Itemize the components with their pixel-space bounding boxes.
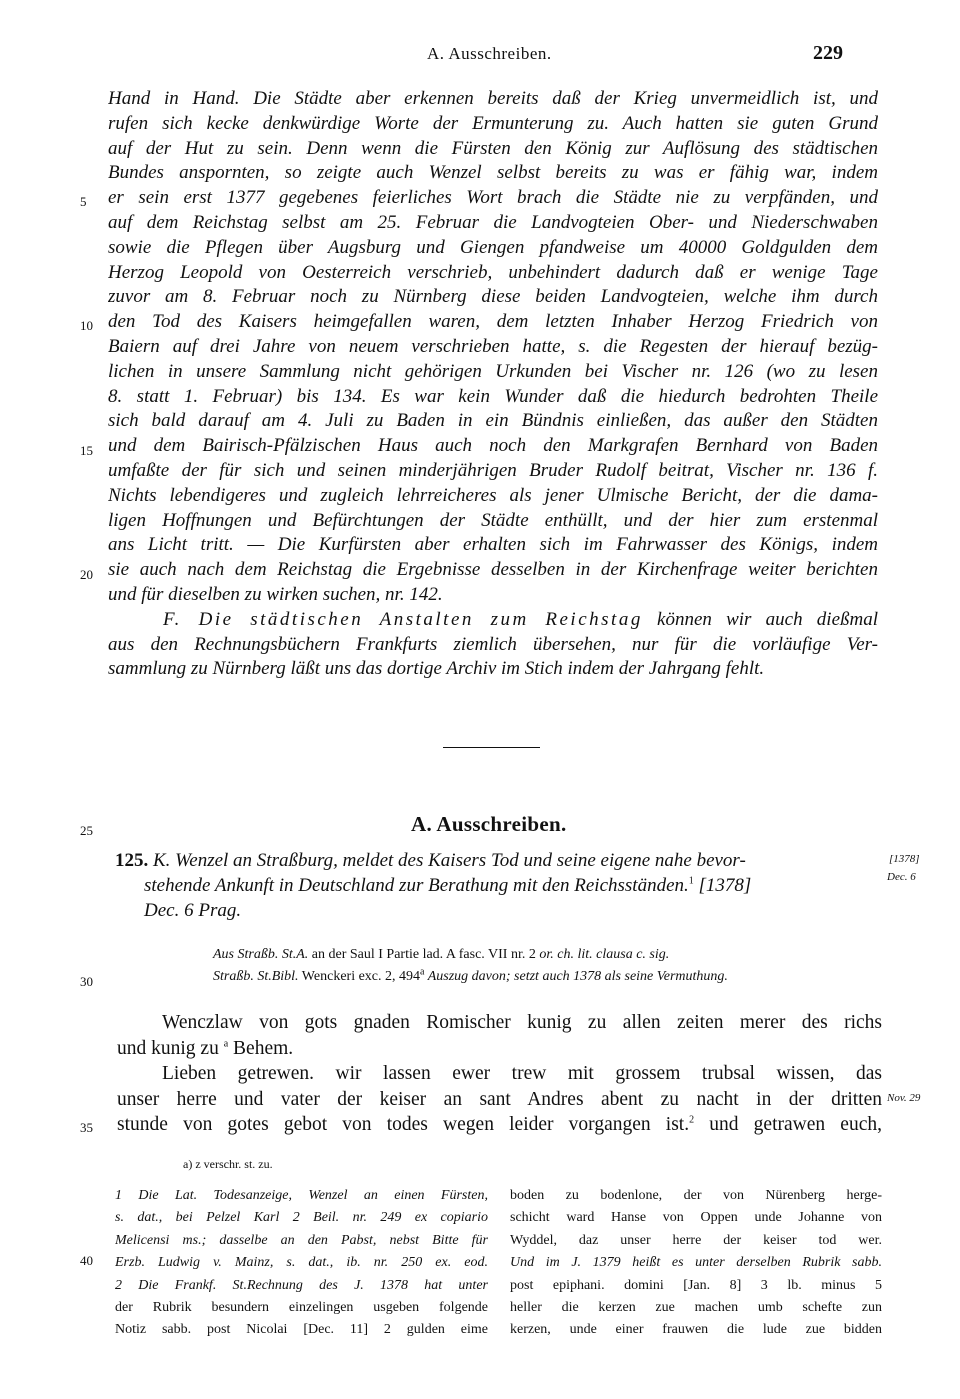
charter-line: Lieben getrewen. wir lassen ewer trew mit grossem trubsal wissen, das xyxy=(162,1063,882,1084)
footnote-line: kerzen, unde einer frauwen die lude zue bidden xyxy=(510,1322,882,1338)
source-detail: an der Saul I Partie lad. A fasc. VII nr. 2 xyxy=(308,947,540,962)
line-number: 20 xyxy=(80,567,93,582)
document-entry xyxy=(115,848,880,923)
source-description: or. ch. lit. clausa c. sig. xyxy=(539,947,670,962)
footnote-line: Melicensi ms.; dasselbe an den Pabst, nebst Bitte für xyxy=(115,1232,488,1248)
intro-line: lichen in unsere Sammlung nicht gehörigen Urkunden bei Vischer nr. 126 (wo zu lesen xyxy=(108,360,878,382)
charter-line: Wenczlaw von gots gnaden Romischer kunig zu allen zeiten merer des richs xyxy=(162,1012,882,1033)
entry-year: [1378] xyxy=(693,875,752,896)
footnote-line: Wyddel, daz unser herre der keiser tod wer. xyxy=(510,1232,882,1248)
charter-text-part: und kunig zu xyxy=(117,1037,224,1059)
intro-line: Bundes anspornten, so zeigte auch Wenzel selbst bereits zu was er fähig war, indem xyxy=(108,162,878,184)
intro-line: auf dem Reichstag selbst am 25. Februar die Landvogteien Ober- und Niederschwaben xyxy=(108,211,878,233)
entry-date-place: Dec. 6 Prag. xyxy=(144,900,242,921)
footnote-line: Und im J. 1379 heißt es unter derselben Rubrik sabb. xyxy=(510,1255,882,1271)
line-number: 35 xyxy=(80,1120,93,1135)
footnote-line: 1 Die Lat. Todesanzeige, Wenzel an einen Fürsten, xyxy=(115,1188,488,1203)
intro-line: umfaßte der für sich und seinen minderjährigen Bruder Rudolf beitrat, Vischer nr. 136 f. xyxy=(108,459,878,481)
footnotes-right-column xyxy=(510,1185,882,1342)
line-number: 30 xyxy=(80,974,93,989)
intro-line: Nichts lebendigeres und zugleich lehrreicheres als jener Ulmische Bericht, der die dama- xyxy=(108,484,878,506)
line-number: 10 xyxy=(80,318,93,333)
entry-line xyxy=(115,873,880,898)
paragraph-f-line: aus den Rechnungsbüchern Frankfurts ziemlich übersehen, nur für die vorläufige Ver- xyxy=(108,633,878,655)
intro-line: sie auch nach dem Reichstag die Ergebnisse desselben in der Kirchenfrage weiter berichten xyxy=(108,559,878,581)
page-number: 229 xyxy=(813,42,843,64)
section-heading: A. Ausschreiben. xyxy=(411,812,567,836)
footnotes-left-column xyxy=(115,1185,488,1342)
paragraph-f-first-line xyxy=(108,608,878,633)
entry-line xyxy=(115,848,880,873)
intro-line: zuvor am 8. Februar noch zu Nürnberg diese beiden Landvogteien, welche ihm durch xyxy=(108,286,878,308)
charter-text-part: stunde von gotes gebot von todes wegen leider vorgangen ist. xyxy=(117,1114,690,1135)
footnote-ref: a xyxy=(223,1038,229,1049)
line-number: 15 xyxy=(80,443,93,458)
source-archive: Straßb. St.Bibl. xyxy=(213,969,299,984)
intro-line: Baiern auf drei Jahre von neuem verschrieben hatte, s. die Regesten der hierauf bezüg- xyxy=(108,335,878,357)
intro-line: er sein erst 1377 gegebenes feierliches Wort brach die Städte nie zu verpfänden, und xyxy=(108,187,878,209)
footnote-line: schicht ward Hanse von Oppen unde Johanne von xyxy=(510,1210,882,1226)
footnote-line: Erzb. Ludwig v. Mainz, s. dat., ib. nr. 250 ex. eod. xyxy=(115,1255,488,1271)
intro-line: und dem Bairisch-Pfälzischen Haus auch noch den Markgrafen Bernhard von Baden xyxy=(108,435,878,457)
intro-line: und für dieselben zu wirken suchen, nr. 142. xyxy=(108,583,443,605)
charter-line: unser herre und vater der keiser an sant Andres abent zu nacht in der dritten xyxy=(117,1088,882,1110)
charter-margin-date: Nov. 29 xyxy=(887,1092,921,1104)
intro-line: 8. statt 1. Februar) bis 134. Es war kein Wunder daß die hiedurch bedrohten Theile xyxy=(108,385,878,407)
paragraph-f-rest: können wir auch dießmal xyxy=(642,608,878,630)
intro-line: Herzog Leopold von Oesterreich verschrieb, unbehindert dadurch daß er wenige Tage xyxy=(108,261,878,283)
charter-text xyxy=(117,1010,882,1138)
textual-note: a) z verschr. st. zu. xyxy=(183,1157,273,1171)
charter-text-part: Behem. xyxy=(228,1037,294,1059)
intro-line: ans Licht tritt. — Die Kurfürsten aber erhalten sich im Fahrwasser des Königs, indem xyxy=(108,534,878,556)
margin-date: Dec. 6 xyxy=(887,871,916,883)
intro-line: rufen sich kecke denkwürdige Worte der Ermunterung zu. Auch hatten sie guten Grund xyxy=(108,112,878,134)
footnote-ref: a xyxy=(420,966,425,978)
source-line xyxy=(213,944,728,966)
entry-title-line: stehende Ankunft in Deutschland zur Berathung mit den Reichsständen. xyxy=(144,875,689,896)
line-number: 5 xyxy=(80,194,87,209)
line-number: 25 xyxy=(80,823,93,838)
line-number: 40 xyxy=(80,1253,93,1268)
source-archive: Aus Straßb. St.A. xyxy=(213,947,309,962)
paragraph-f-line: sammlung zu Nürnberg läßt uns das dortige Archiv im Stich indem der Jahrgang fehlt. xyxy=(108,658,765,680)
source-notes xyxy=(213,944,728,988)
paragraph-f-spaced: F. Die städtischen Anstalten zum Reichstag xyxy=(163,608,643,630)
footnote-line: post epiphani. domini [Jan. 8] 3 lb. minus 5 xyxy=(510,1277,882,1293)
intro-line: sowie die Pflegen über Augsburg und Giengen pfandweise um 40000 Goldgulden dem xyxy=(108,236,878,258)
footnote-ref: 1 xyxy=(688,875,694,887)
source-line xyxy=(213,966,728,988)
margin-year: [1378] xyxy=(889,853,920,865)
entry-number: 125. xyxy=(115,850,149,871)
footnote-line: 2 Die Frankf. St.Rechnung des J. 1378 hat unter xyxy=(115,1277,488,1293)
charter-line xyxy=(117,1112,882,1138)
running-title: A. Ausschreiben. xyxy=(427,44,552,63)
intro-line: den Tod des Kaisers heimgefallen waren, dem letzten Inhaber Herzog Friedrich von xyxy=(108,311,878,333)
footnote-line: der Rubrik besundern einzelingen usgeben folgende xyxy=(115,1300,488,1316)
footnote-line: heller die kerzen zue machen umb schefte zun xyxy=(510,1300,882,1316)
footnote-line: Notiz sabb. post Nicolai [Dec. 11] 2 gulden eime xyxy=(115,1322,488,1338)
footnote-line: boden zu bodenlone, der von Nürenberg herge- xyxy=(510,1188,882,1203)
footnote-ref: 2 xyxy=(689,1114,695,1126)
entry-line xyxy=(115,898,880,923)
footnote-line: s. dat., bei Pelzel Karl 2 Beil. nr. 249 ex copiario xyxy=(115,1210,488,1226)
source-description: Auszug davon; setzt auch 1378 als seine Vermuthung. xyxy=(424,969,728,984)
intro-line: Hand in Hand. Die Städte aber erkennen bereits daß der Krieg unvermeidlich ist, und xyxy=(108,88,878,109)
source-detail: Wenckeri exc. 2, 494 xyxy=(298,969,421,984)
charter-line xyxy=(117,1036,882,1062)
intro-line: sich bald darauf am 4. Juli zu Baden in ein Bündnis einließen, das außer den Städten xyxy=(108,410,878,432)
running-head xyxy=(0,44,960,74)
charter-text-part: und getrawen euch, xyxy=(694,1114,882,1135)
section-divider xyxy=(443,747,540,748)
intro-line: ligen Hoffnungen und Befürchtungen der Städte enthüllt, und der hier zum erstenmal xyxy=(108,509,878,531)
intro-paragraph xyxy=(108,87,878,682)
entry-title-line: K. Wenzel an Straßburg, meldet des Kaisers Tod und seine eigene nahe bevor- xyxy=(153,850,746,871)
intro-line: auf der Hut zu sein. Denn wenn die Fürsten den König zur Auflösung des städtischen xyxy=(108,137,878,159)
